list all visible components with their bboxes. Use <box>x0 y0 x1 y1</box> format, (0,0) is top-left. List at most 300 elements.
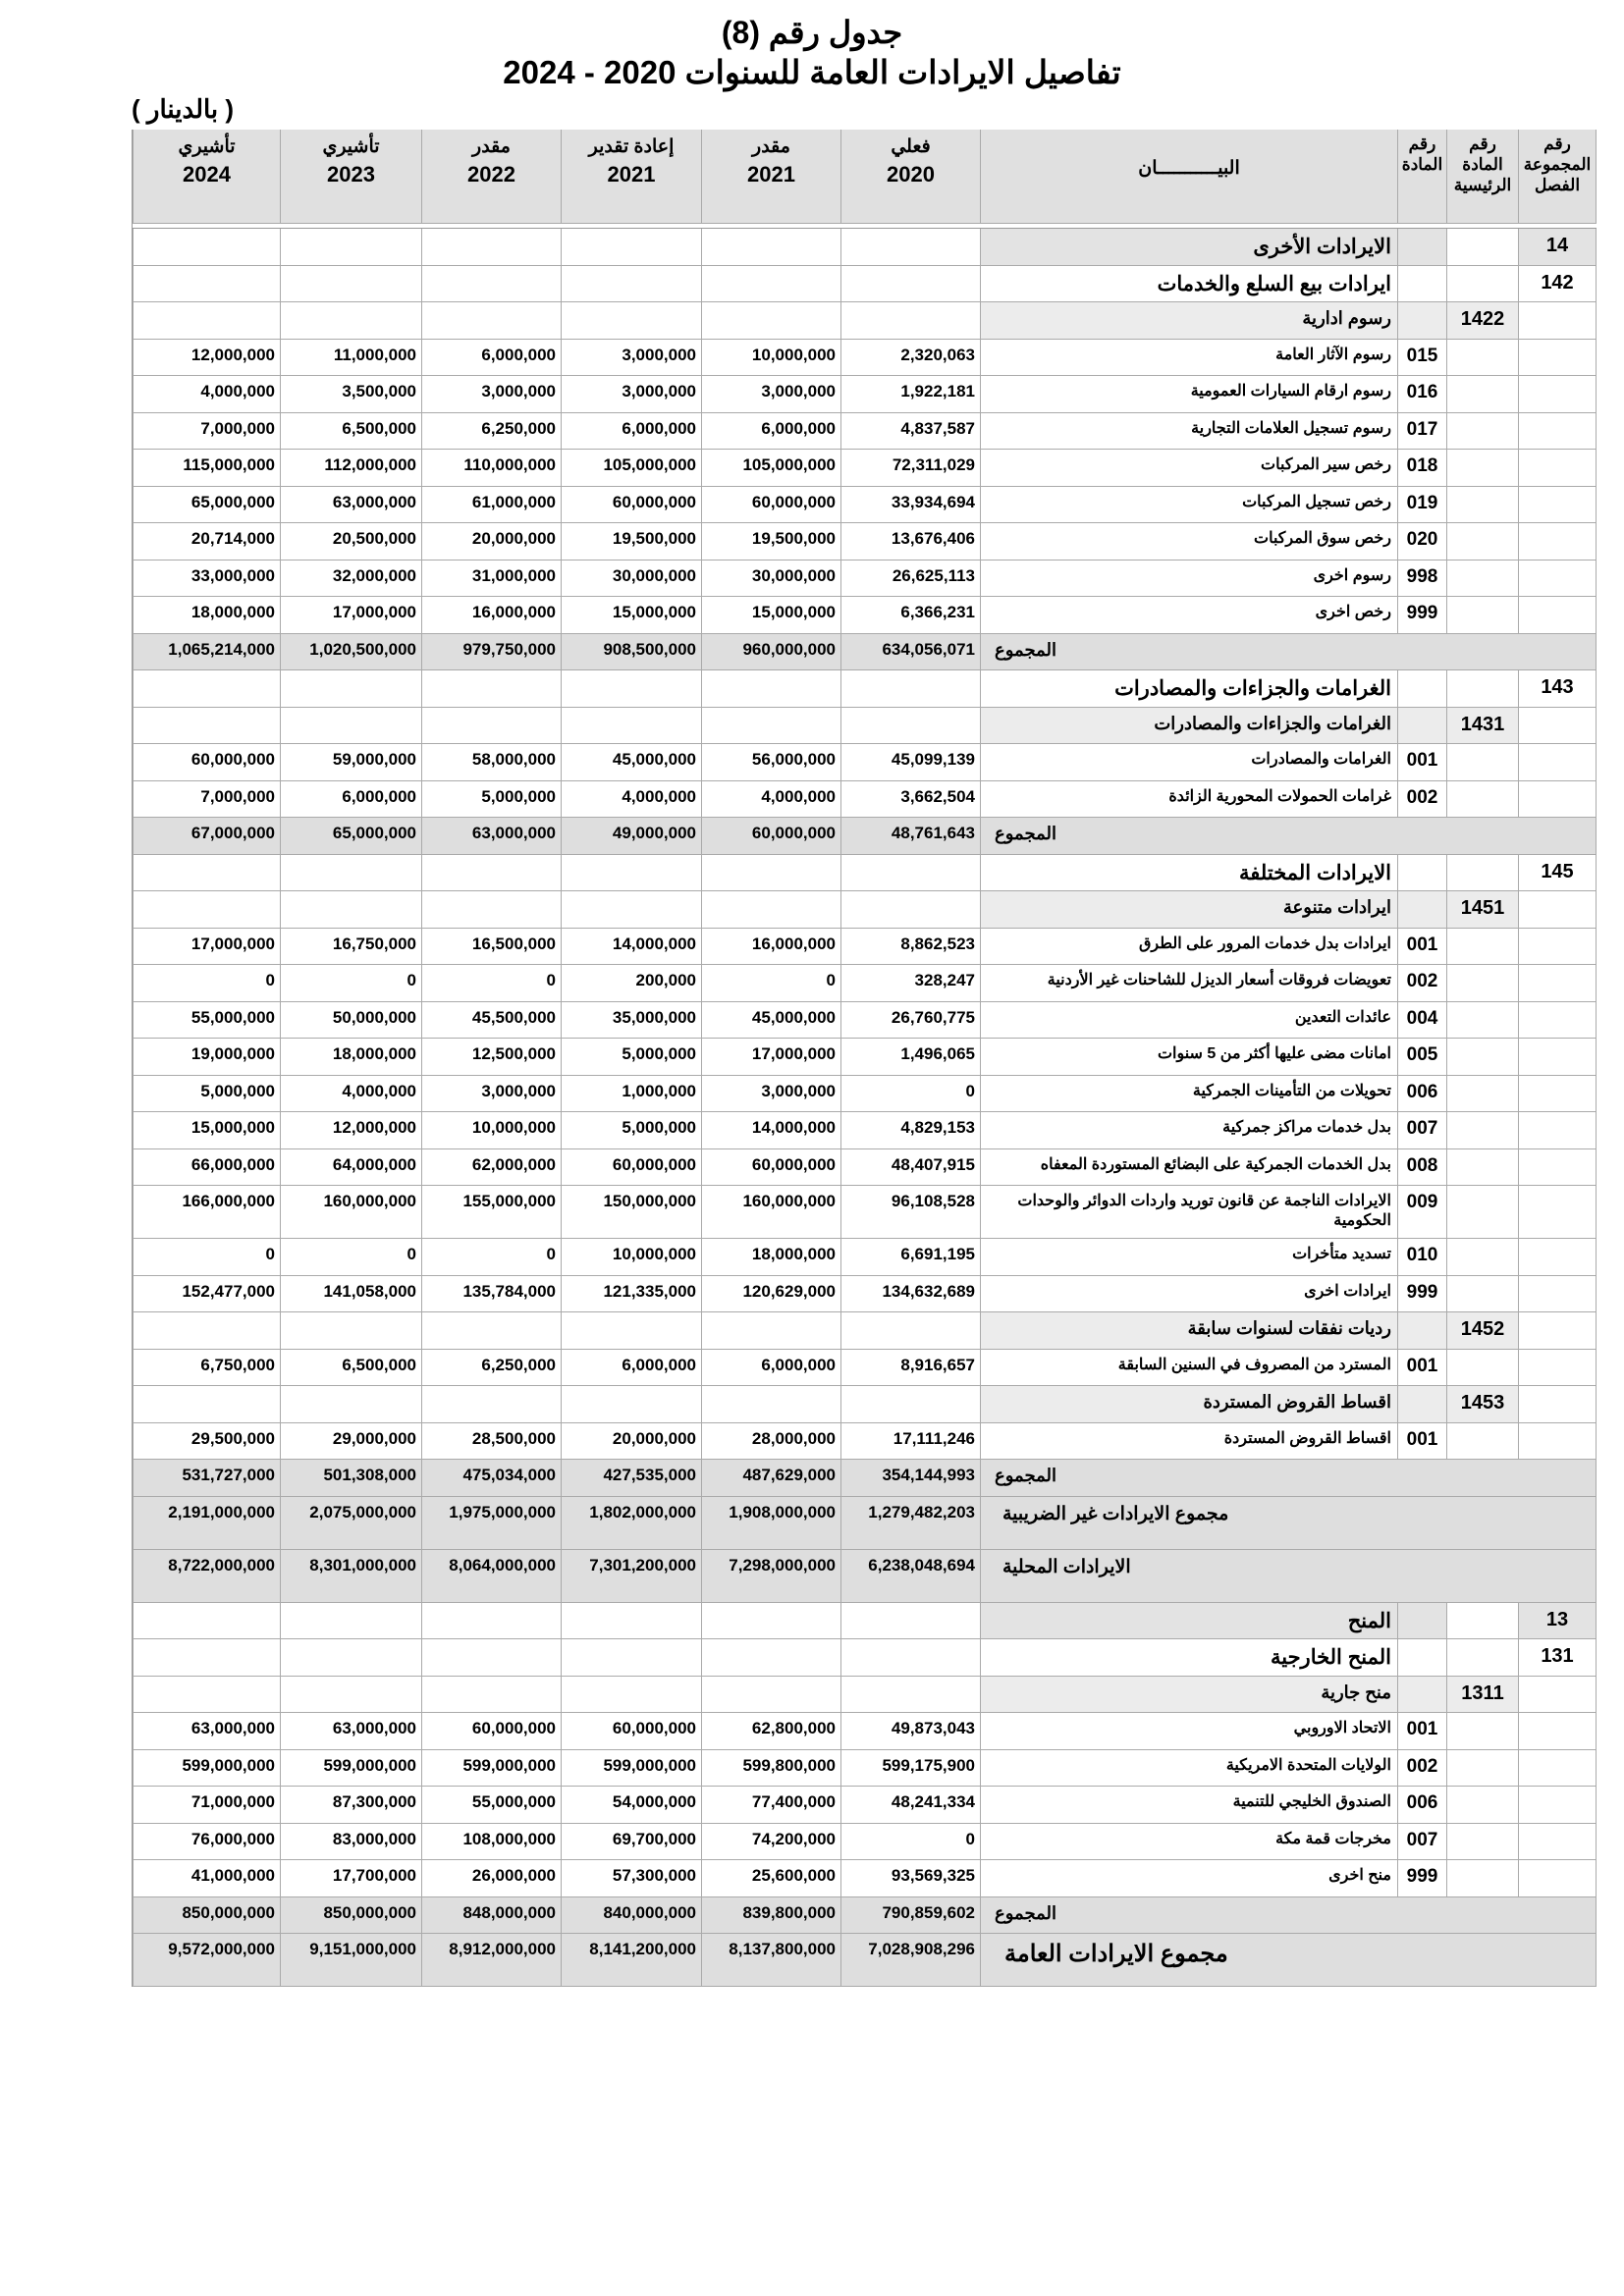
amount-cell <box>561 229 701 266</box>
amount-cell: 59,000,000 <box>280 744 421 781</box>
amount-cell: 17,000,000 <box>701 1039 840 1076</box>
sub-row <box>133 708 1597 745</box>
group-row <box>133 1639 1597 1677</box>
amount-cell: 839,800,000 <box>701 1897 840 1935</box>
amount-cell: 18,000,000 <box>701 1239 840 1276</box>
currency-unit: ( بالدينار ) <box>132 94 235 124</box>
amount-cell: 25,600,000 <box>701 1860 840 1897</box>
description: رديات نفقات لسنوات سابقة <box>980 1312 1397 1350</box>
amount-cell <box>840 1312 980 1350</box>
group-number <box>1518 1186 1597 1239</box>
amount-cell <box>133 855 280 892</box>
header-description-label: البيـــــــــــان <box>1138 158 1240 179</box>
table-body <box>133 229 1597 1987</box>
amount-cell <box>840 1603 980 1640</box>
amount-cell <box>280 1312 421 1350</box>
item-row <box>133 1149 1597 1187</box>
amount-cell: 77,400,000 <box>701 1787 840 1824</box>
amount-cell: 13,676,406 <box>840 523 980 561</box>
item-row <box>133 450 1597 487</box>
amount-cell: 20,000,000 <box>421 523 561 561</box>
amount-cell: 4,000,000 <box>280 1076 421 1113</box>
main-item-number <box>1446 929 1518 966</box>
total-label: المجموع <box>980 634 1597 671</box>
amount-cell <box>701 1603 840 1640</box>
amount-cell <box>133 1639 280 1677</box>
group-number <box>1518 1423 1597 1461</box>
item-number: 007 <box>1397 1824 1446 1861</box>
group-number: 14 <box>1518 229 1597 266</box>
amount-cell <box>701 708 840 745</box>
header-kind: مقدر <box>472 136 511 157</box>
amount-cell <box>280 1677 421 1714</box>
description: رخص اخرى <box>980 597 1397 634</box>
amount-cell: 14,000,000 <box>561 929 701 966</box>
item-number: 001 <box>1397 1350 1446 1387</box>
amount-cell <box>561 266 701 303</box>
amount-cell: 0 <box>280 1239 421 1276</box>
amount-cell: 26,760,775 <box>840 1002 980 1040</box>
amount-cell: 0 <box>840 1824 980 1861</box>
item-number: 005 <box>1397 1039 1446 1076</box>
amount-cell: 1,496,065 <box>840 1039 980 1076</box>
main-item-number <box>1446 1186 1518 1239</box>
item-row <box>133 1076 1597 1113</box>
header-kind: تأشيري <box>322 136 380 157</box>
group-number <box>1518 781 1597 819</box>
amount-cell: 83,000,000 <box>280 1824 421 1861</box>
amount-cell: 0 <box>421 1239 561 1276</box>
main-item-number <box>1446 744 1518 781</box>
amount-cell: 6,366,231 <box>840 597 980 634</box>
item-row <box>133 744 1597 781</box>
amount-cell: 1,908,000,000 <box>701 1497 840 1550</box>
main-item-number <box>1446 1713 1518 1750</box>
main-item-number <box>1446 376 1518 413</box>
item-row <box>133 965 1597 1002</box>
amount-cell: 63,000,000 <box>133 1713 280 1750</box>
amount-cell <box>133 302 280 340</box>
amount-cell: 62,800,000 <box>701 1713 840 1750</box>
item-number <box>1397 670 1446 708</box>
main-item-number <box>1446 1350 1518 1387</box>
header-main-item-number: رقم المادة الرئيسية <box>1446 130 1518 224</box>
big-row <box>133 1497 1597 1550</box>
amount-cell: 150,000,000 <box>561 1186 701 1239</box>
amount-cell: 3,000,000 <box>701 376 840 413</box>
item-number: 008 <box>1397 1149 1446 1187</box>
item-number: 001 <box>1397 1713 1446 1750</box>
description: ايرادات بيع السلع والخدمات <box>980 266 1397 303</box>
amount-cell: 0 <box>840 1076 980 1113</box>
amount-cell: 48,241,334 <box>840 1787 980 1824</box>
amount-cell: 1,922,181 <box>840 376 980 413</box>
description: مخرجات قمة مكة <box>980 1824 1397 1861</box>
group-number <box>1518 487 1597 524</box>
description: رخص تسجيل المركبات <box>980 487 1397 524</box>
item-number: 001 <box>1397 1423 1446 1461</box>
item-row <box>133 487 1597 524</box>
amount-cell: 26,625,113 <box>840 561 980 598</box>
item-number <box>1397 1677 1446 1714</box>
amount-cell: 18,000,000 <box>280 1039 421 1076</box>
header-col-2020-actual <box>840 130 980 224</box>
amount-cell <box>561 1639 701 1677</box>
group-number <box>1518 1039 1597 1076</box>
group-number <box>1518 1713 1597 1750</box>
main-item-number <box>1446 1112 1518 1149</box>
amount-cell: 74,200,000 <box>701 1824 840 1861</box>
item-number <box>1397 1639 1446 1677</box>
amount-cell: 328,247 <box>840 965 980 1002</box>
group-number <box>1518 561 1597 598</box>
amount-cell: 35,000,000 <box>561 1002 701 1040</box>
amount-cell: 599,000,000 <box>561 1750 701 1788</box>
item-number <box>1397 855 1446 892</box>
group-number <box>1518 708 1597 745</box>
group-number <box>1518 1787 1597 1824</box>
amount-cell: 2,075,000,000 <box>280 1497 421 1550</box>
amount-cell: 3,000,000 <box>561 376 701 413</box>
item-row <box>133 376 1597 413</box>
amount-cell <box>421 1312 561 1350</box>
amount-cell: 1,065,214,000 <box>133 634 280 671</box>
amount-cell: 160,000,000 <box>701 1186 840 1239</box>
header-item-number: رقم المادة <box>1397 130 1446 224</box>
description: عائدات التعدين <box>980 1002 1397 1040</box>
amount-cell: 30,000,000 <box>701 561 840 598</box>
chapter-row <box>133 1603 1597 1640</box>
amount-cell: 7,301,200,000 <box>561 1550 701 1603</box>
amount-cell: 110,000,000 <box>421 450 561 487</box>
header-year: 2023 <box>327 162 375 187</box>
amount-cell: 63,000,000 <box>280 1713 421 1750</box>
header-kind: مقدر <box>752 136 790 157</box>
amount-cell: 56,000,000 <box>701 744 840 781</box>
main-item-number <box>1446 1076 1518 1113</box>
amount-cell: 12,000,000 <box>280 1112 421 1149</box>
group-number: 145 <box>1518 855 1597 892</box>
amount-cell <box>280 229 421 266</box>
item-row <box>133 413 1597 451</box>
header-year: 2020 <box>887 162 935 187</box>
amount-cell <box>701 266 840 303</box>
amount-cell: 0 <box>280 965 421 1002</box>
amount-cell: 0 <box>133 1239 280 1276</box>
amount-cell: 487,629,000 <box>701 1460 840 1497</box>
description: منح جارية <box>980 1677 1397 1714</box>
amount-cell: 850,000,000 <box>280 1897 421 1935</box>
group-number <box>1518 523 1597 561</box>
description: بدل الخدمات الجمركية على البضائع المستوردة المعفاه <box>980 1149 1397 1187</box>
sub-row <box>133 1312 1597 1350</box>
amount-cell: 10,000,000 <box>421 1112 561 1149</box>
amount-cell: 5,000,000 <box>421 781 561 819</box>
amount-cell <box>421 266 561 303</box>
main-item-number <box>1446 266 1518 303</box>
item-number <box>1397 229 1446 266</box>
group-number <box>1518 929 1597 966</box>
group-number <box>1518 965 1597 1002</box>
amount-cell: 6,000,000 <box>421 340 561 377</box>
amount-cell: 60,000,000 <box>701 487 840 524</box>
amount-cell: 33,934,694 <box>840 487 980 524</box>
amount-cell: 6,691,195 <box>840 1239 980 1276</box>
amount-cell: 63,000,000 <box>421 818 561 855</box>
main-item-number <box>1446 1750 1518 1788</box>
amount-cell: 60,000,000 <box>561 487 701 524</box>
description: الغرامات والجزاءات والمصادرات <box>980 708 1397 745</box>
amount-cell: 17,000,000 <box>133 929 280 966</box>
group-number <box>1518 1386 1597 1423</box>
description: الايرادات الأخرى <box>980 229 1397 266</box>
amount-cell: 29,000,000 <box>280 1423 421 1461</box>
amount-cell: 166,000,000 <box>133 1186 280 1239</box>
amount-cell: 3,000,000 <box>421 1076 561 1113</box>
amount-cell: 10,000,000 <box>701 340 840 377</box>
table-number-title: جدول رقم (8) <box>721 15 903 50</box>
amount-cell: 6,750,000 <box>133 1350 280 1387</box>
amount-cell: 475,034,000 <box>421 1460 561 1497</box>
group-number: 131 <box>1518 1639 1597 1677</box>
amount-cell: 20,000,000 <box>561 1423 701 1461</box>
main-item-number: 1453 <box>1446 1386 1518 1423</box>
amount-cell: 115,000,000 <box>133 450 280 487</box>
main-item-number <box>1446 487 1518 524</box>
main-item-number <box>1446 1824 1518 1861</box>
amount-cell: 48,407,915 <box>840 1149 980 1187</box>
amount-cell <box>701 1639 840 1677</box>
header-description <box>980 130 1397 224</box>
amount-cell: 71,000,000 <box>133 1787 280 1824</box>
item-number: 001 <box>1397 744 1446 781</box>
group-number <box>1518 1076 1597 1113</box>
item-row <box>133 1860 1597 1897</box>
amount-cell: 57,300,000 <box>561 1860 701 1897</box>
main-item-number: 1422 <box>1446 302 1518 340</box>
amount-cell: 9,151,000,000 <box>280 1934 421 1987</box>
amount-cell: 20,714,000 <box>133 523 280 561</box>
amount-cell: 3,000,000 <box>421 376 561 413</box>
amount-cell <box>421 1639 561 1677</box>
main-item-number <box>1446 450 1518 487</box>
group-number <box>1518 1824 1597 1861</box>
amount-cell: 8,912,000,000 <box>421 1934 561 1987</box>
item-row <box>133 1239 1597 1276</box>
amount-cell: 6,000,000 <box>701 413 840 451</box>
description: ايرادات متنوعة <box>980 891 1397 929</box>
amount-cell: 55,000,000 <box>133 1002 280 1040</box>
amount-cell <box>561 670 701 708</box>
item-row <box>133 597 1597 634</box>
grand-row <box>133 1934 1597 1987</box>
sub-row <box>133 891 1597 929</box>
item-number: 006 <box>1397 1076 1446 1113</box>
description: غرامات الحمولات المحورية الزائدة <box>980 781 1397 819</box>
amount-cell: 16,750,000 <box>280 929 421 966</box>
big-row <box>133 1550 1597 1603</box>
description: الغرامات والجزاءات والمصادرات <box>980 670 1397 708</box>
group-number <box>1518 1677 1597 1714</box>
amount-cell: 8,137,800,000 <box>701 1934 840 1987</box>
amount-cell: 850,000,000 <box>133 1897 280 1935</box>
amount-cell: 8,862,523 <box>840 929 980 966</box>
amount-cell: 5,000,000 <box>561 1112 701 1149</box>
amount-cell <box>561 1312 701 1350</box>
item-number: 009 <box>1397 1186 1446 1239</box>
amount-cell <box>280 891 421 929</box>
amount-cell: 64,000,000 <box>280 1149 421 1187</box>
group-number: 142 <box>1518 266 1597 303</box>
description: رسوم اخرى <box>980 561 1397 598</box>
amount-cell: 6,000,000 <box>701 1350 840 1387</box>
amount-cell: 0 <box>421 965 561 1002</box>
amount-cell: 3,500,000 <box>280 376 421 413</box>
amount-cell <box>701 1386 840 1423</box>
amount-cell: 120,629,000 <box>701 1276 840 1313</box>
amount-cell: 6,000,000 <box>280 781 421 819</box>
amount-cell: 6,500,000 <box>280 1350 421 1387</box>
amount-cell <box>280 670 421 708</box>
item-number: 004 <box>1397 1002 1446 1040</box>
header-kind: إعادة تقدير <box>588 136 675 157</box>
description: الصندوق الخليجي للتنمية <box>980 1787 1397 1824</box>
amount-cell <box>421 708 561 745</box>
main-item-number: 1431 <box>1446 708 1518 745</box>
total-label: مجموع الايرادات العامة <box>980 1934 1597 1987</box>
item-row <box>133 561 1597 598</box>
amount-cell <box>701 891 840 929</box>
amount-cell: 63,000,000 <box>280 487 421 524</box>
item-number: 018 <box>1397 450 1446 487</box>
description: رسوم تسجيل العلامات التجارية <box>980 413 1397 451</box>
group-number <box>1518 413 1597 451</box>
amount-cell: 60,000,000 <box>701 818 840 855</box>
sub-row <box>133 1386 1597 1423</box>
group-number <box>1518 340 1597 377</box>
amount-cell <box>421 1603 561 1640</box>
amount-cell: 200,000 <box>561 965 701 1002</box>
header-col-2021-estimate <box>701 130 840 224</box>
description: الاتحاد الاوروبي <box>980 1713 1397 1750</box>
amount-cell: 3,000,000 <box>701 1076 840 1113</box>
main-item-number <box>1446 1039 1518 1076</box>
amount-cell: 6,250,000 <box>421 1350 561 1387</box>
main-item-number <box>1446 670 1518 708</box>
main-item-number <box>1446 1149 1518 1187</box>
amount-cell <box>561 891 701 929</box>
description: ايرادات بدل خدمات المرور على الطرق <box>980 929 1397 966</box>
amount-cell: 45,000,000 <box>561 744 701 781</box>
description: ايرادات اخرى <box>980 1276 1397 1313</box>
group-number <box>1518 891 1597 929</box>
amount-cell <box>840 1639 980 1677</box>
total-row <box>133 634 1597 671</box>
amount-cell <box>840 670 980 708</box>
header-kind: تأشيري <box>178 136 236 157</box>
amount-cell: 427,535,000 <box>561 1460 701 1497</box>
amount-cell <box>561 302 701 340</box>
header-col-2022-estimate <box>421 130 561 224</box>
main-item-number <box>1446 561 1518 598</box>
item-number: 006 <box>1397 1787 1446 1824</box>
amount-cell: 155,000,000 <box>421 1186 561 1239</box>
main-item-number <box>1446 413 1518 451</box>
item-number: 002 <box>1397 1750 1446 1788</box>
description: رخص سوق المركبات <box>980 523 1397 561</box>
group-number <box>1518 1350 1597 1387</box>
total-label: المجموع <box>980 1897 1597 1935</box>
amount-cell: 67,000,000 <box>133 818 280 855</box>
group-number <box>1518 1276 1597 1313</box>
total-row <box>133 1460 1597 1497</box>
amount-cell: 45,000,000 <box>701 1002 840 1040</box>
item-row <box>133 1787 1597 1824</box>
item-row <box>133 523 1597 561</box>
main-item-number <box>1446 1603 1518 1640</box>
item-number: 002 <box>1397 965 1446 1002</box>
item-number: 010 <box>1397 1239 1446 1276</box>
amount-cell: 1,975,000,000 <box>421 1497 561 1550</box>
group-number <box>1518 1860 1597 1897</box>
header-year: 2021 <box>747 162 795 187</box>
amount-cell: 15,000,000 <box>133 1112 280 1149</box>
amount-cell: 121,335,000 <box>561 1276 701 1313</box>
amount-cell: 501,308,000 <box>280 1460 421 1497</box>
amount-cell <box>133 670 280 708</box>
amount-cell <box>421 1677 561 1714</box>
main-item-number <box>1446 1787 1518 1824</box>
amount-cell: 6,000,000 <box>561 1350 701 1387</box>
group-number: 13 <box>1518 1603 1597 1640</box>
amount-cell: 15,000,000 <box>701 597 840 634</box>
amount-cell: 1,802,000,000 <box>561 1497 701 1550</box>
item-number <box>1397 708 1446 745</box>
amount-cell: 58,000,000 <box>421 744 561 781</box>
amount-cell <box>701 229 840 266</box>
main-item-number <box>1446 965 1518 1002</box>
amount-cell <box>280 1386 421 1423</box>
group-number: 143 <box>1518 670 1597 708</box>
total-label: المجموع <box>980 1460 1597 1497</box>
header-col-2024-indicative <box>133 130 280 224</box>
group-number <box>1518 1750 1597 1788</box>
amount-cell: 45,099,139 <box>840 744 980 781</box>
amount-cell: 12,500,000 <box>421 1039 561 1076</box>
item-number: 020 <box>1397 523 1446 561</box>
item-row <box>133 1350 1597 1387</box>
main-item-number: 1451 <box>1446 891 1518 929</box>
group-row <box>133 670 1597 708</box>
description: تعويضات فروقات أسعار الديزل للشاحنات غير الأردنية <box>980 965 1397 1002</box>
amount-cell: 11,000,000 <box>280 340 421 377</box>
amount-cell: 2,191,000,000 <box>133 1497 280 1550</box>
item-number: 001 <box>1397 929 1446 966</box>
amount-cell: 8,064,000,000 <box>421 1550 561 1603</box>
item-number: 019 <box>1397 487 1446 524</box>
amount-cell <box>701 1312 840 1350</box>
amount-cell: 960,000,000 <box>701 634 840 671</box>
amount-cell: 62,000,000 <box>421 1149 561 1187</box>
amount-cell: 6,250,000 <box>421 413 561 451</box>
main-item-number <box>1446 855 1518 892</box>
amount-cell <box>840 1386 980 1423</box>
item-row <box>133 340 1597 377</box>
header-col-2023-indicative <box>280 130 421 224</box>
amount-cell: 14,000,000 <box>701 1112 840 1149</box>
item-number: 007 <box>1397 1112 1446 1149</box>
amount-cell: 135,784,000 <box>421 1276 561 1313</box>
